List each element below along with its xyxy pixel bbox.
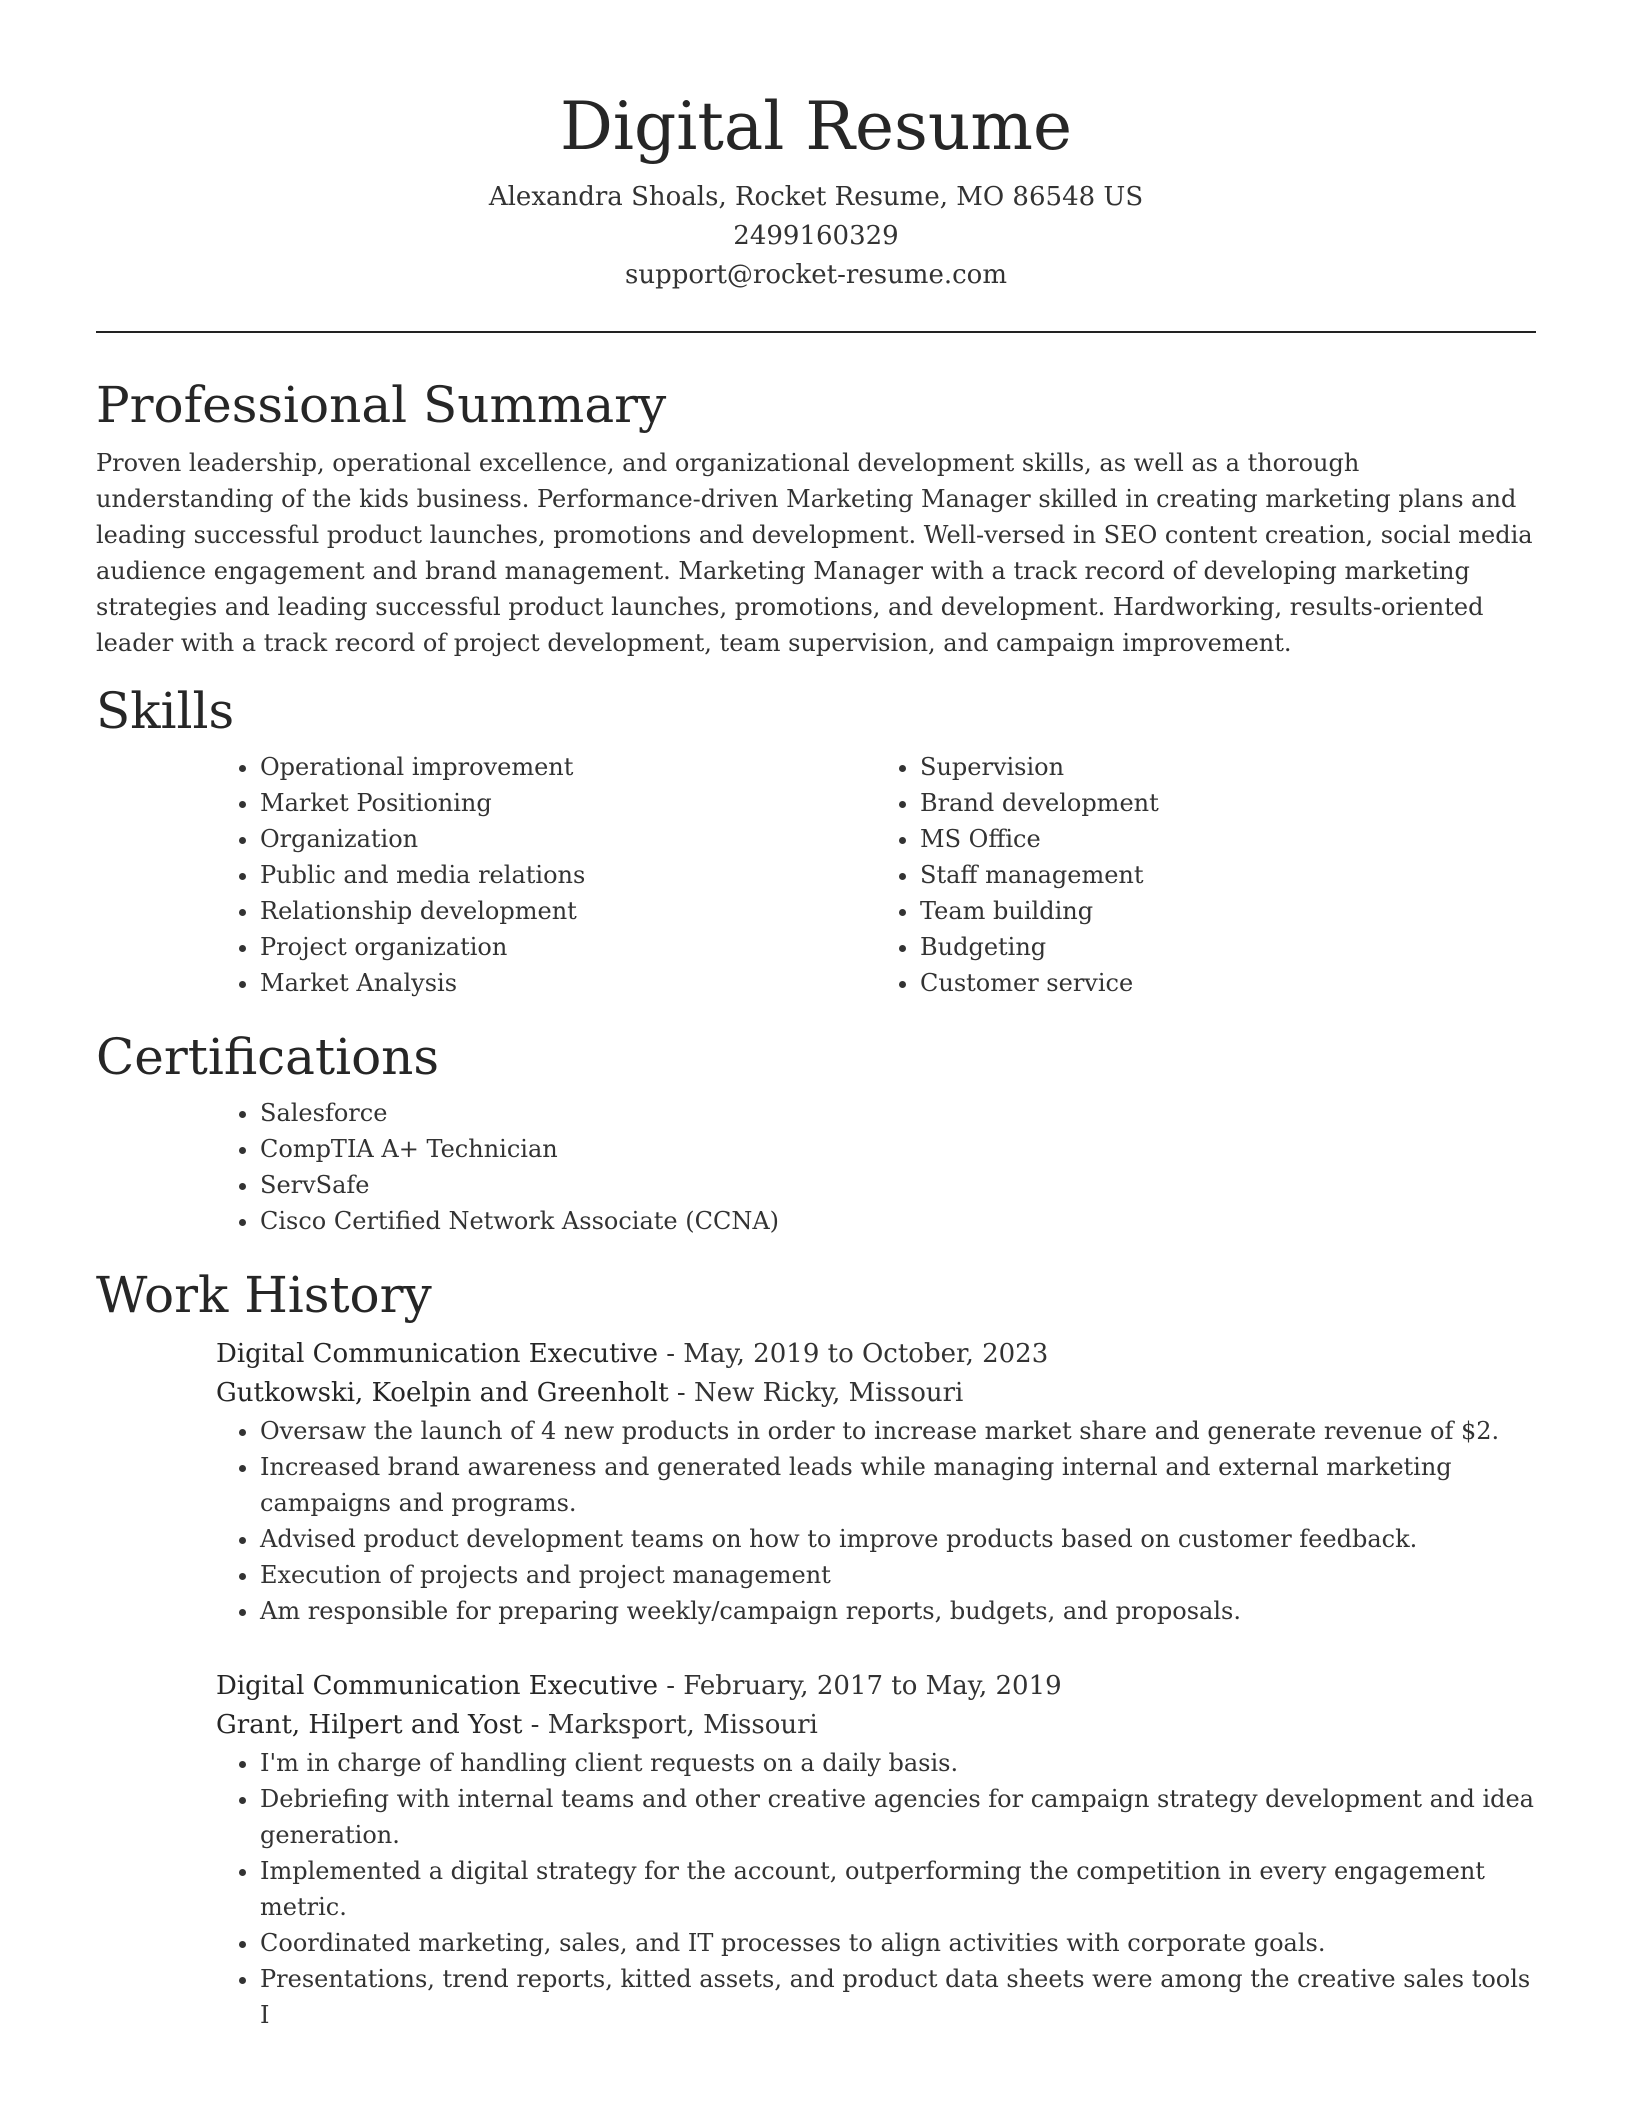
certifications-section [96,1027,1536,1239]
skills-grid [216,749,1536,1001]
skill-item: • Public and media relations [260,857,876,893]
certifications-list-wrap [216,1095,1536,1239]
job-bullet: • Am responsible for preparing weekly/campaign reports, budgets, and proposals. [260,1593,1536,1629]
skills-list-left [216,749,876,1001]
job-employer: Gutkowski, Koelpin and Greenholt [216,1378,669,1408]
skill-item: • Budgeting [920,929,1536,965]
job-title-line [216,1667,1536,1706]
job-bullet: • Advised product development teams on how to improve products based on customer feedback. [260,1521,1536,1557]
summary-text: Proven leadership, operational excellence, and organizational development skills, as well as a thorough understanding of the kids business. Performance-driven Marketing Manager skilled in creating marketing plans and leading successful product launches, promotions and development. Well-versed in SEO content creation, social media audience engagement and brand management. Marketing Manager with a track record of developing marketing strategies and leading successful product launches, promotions, and development. Hardworking, results-oriented leader with a track record of project development, team supervision, and campaign improvement. [96,449,1533,657]
certifications-heading: Certifications [96,1028,440,1086]
skill-item: • Market Positioning [260,785,876,821]
job-location: - Marksport, Missouri [522,1710,818,1740]
certification-item: • Cisco Certified Network Associate (CCNA) [260,1203,1536,1239]
skills-heading: Skills [96,682,235,740]
contact-block [96,178,1536,295]
skill-item: • Supervision [920,749,1536,785]
job-employer: Grant, Hilpert and Yost [216,1710,523,1740]
job-bullet: • Debriefing with internal teams and other creative agencies for campaign strategy development and idea generation. [260,1781,1536,1853]
summary-heading: Professional Summary [96,376,667,434]
job-dates: - May, 2019 to October, 2023 [657,1339,1049,1369]
skill-item: • Customer service [920,965,1536,1001]
work-history-section [96,1265,1536,2033]
job-bullets [216,1745,1536,2033]
job-employer-line [216,1706,1536,1745]
certification-item: • ServSafe [260,1167,1536,1203]
skill-item: • Organization [260,821,876,857]
job-employer-line [216,1374,1536,1413]
certifications-list [216,1095,1536,1239]
job-entry [216,1667,1536,2033]
summary-section [96,375,1536,661]
job-bullet: • Oversaw the launch of 4 new products in order to increase market share and generate revenue of $2. [260,1413,1536,1449]
job-bullet: • Implemented a digital strategy for the account, outperforming the competition in every engagement metric. [260,1853,1536,1925]
certification-item: • Salesforce [260,1095,1536,1131]
resume-header [96,0,1536,295]
skill-item: • Project organization [260,929,876,965]
job-title-line [216,1335,1536,1374]
job-bullet: • I'm in charge of handling client requests on a daily basis. [260,1745,1536,1781]
skill-item: • Team building [920,893,1536,929]
job-bullets [216,1413,1536,1629]
job-entry [216,1335,1536,1629]
resume-title: Digital Resume [559,88,1073,165]
certification-item: • CompTIA A+ Technician [260,1131,1536,1167]
work-history-heading: Work History [96,1266,432,1324]
job-location: - New Ricky, Missouri [668,1378,964,1408]
job-dates: - February, 2017 to May, 2019 [657,1671,1062,1701]
header-divider [96,331,1536,333]
contact-address: Alexandra Shoals, Rocket Resume, MO 86548 US [488,182,1144,212]
job-title: Digital Communication Executive [216,1339,658,1369]
skill-item: • Operational improvement [260,749,876,785]
job-title: Digital Communication Executive [216,1671,658,1701]
job-bullet: • Execution of projects and project management [260,1557,1536,1593]
job-bullet: • Increased brand awareness and generated leads while managing internal and external marketing campaigns and programs. [260,1449,1536,1521]
skill-item: • Relationship development [260,893,876,929]
skill-item: • MS Office [920,821,1536,857]
skill-item: • Staff management [920,857,1536,893]
contact-phone: 2499160329 [733,221,899,251]
skill-item: • Market Analysis [260,965,876,1001]
skill-item: • Brand development [920,785,1536,821]
job-bullet: • Presentations, trend reports, kitted assets, and product data sheets were among the creative sales tools I [260,1961,1536,2033]
skills-section [96,681,1536,1001]
job-bullet: • Coordinated marketing, sales, and IT processes to align activities with corporate goals. [260,1925,1536,1961]
contact-email: support@rocket-resume.com [624,260,1007,290]
skills-list-right [876,749,1536,1001]
